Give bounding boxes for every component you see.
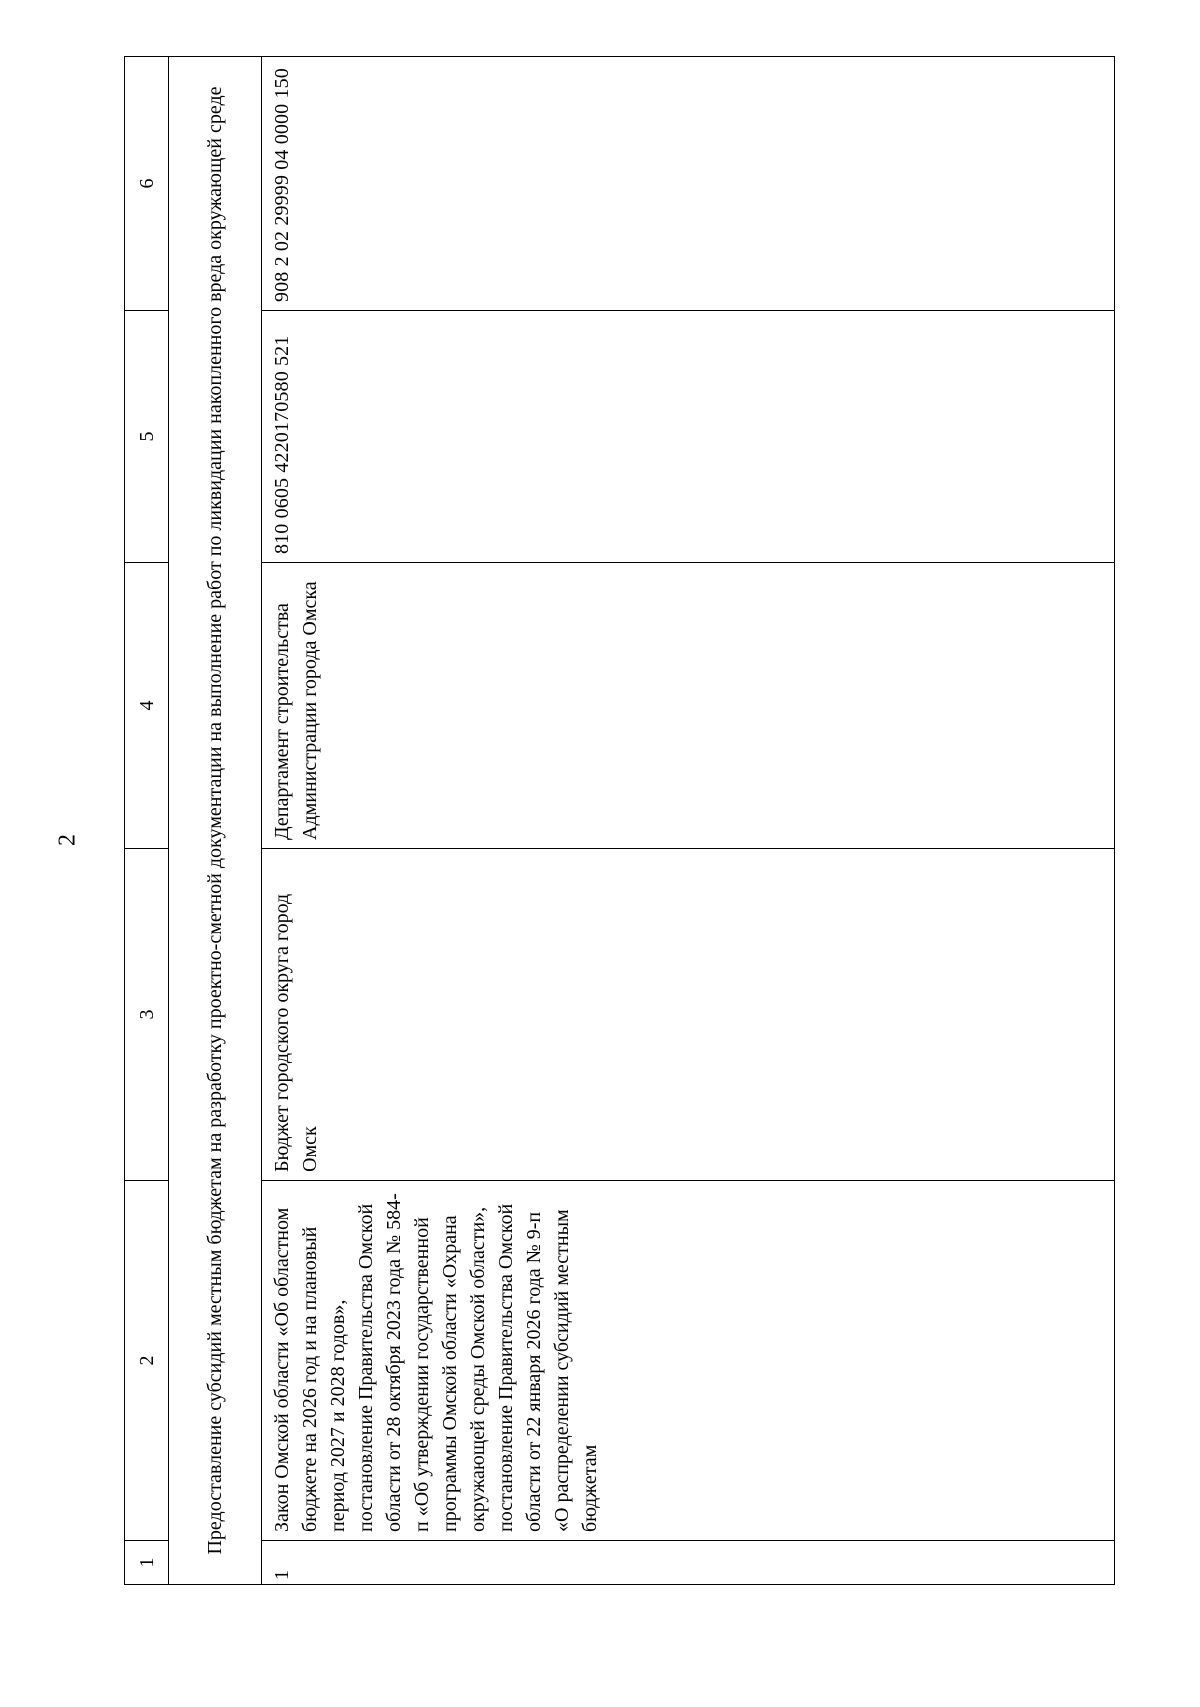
column-number-6: 6: [125, 57, 169, 311]
page-number: 2: [54, 834, 81, 846]
column-number-1: 1: [125, 1541, 169, 1585]
column-number-4: 4: [125, 563, 169, 849]
column-number-5: 5: [125, 311, 169, 563]
administrator-cell: Департамент строительства Администрации города Омска: [262, 563, 1115, 849]
column-number-3: 3: [125, 849, 169, 1181]
section-title: Предоставление субсидий местным бюджетам на разработку проектно-сметной документации на выполнение работ по ликвидации накопленного вреда окружающей среде: [169, 57, 262, 1585]
table-row: [262, 57, 1115, 1585]
column-number-row: [125, 57, 169, 1585]
section-title-row: [169, 57, 262, 1585]
column-number-2: 2: [125, 1181, 169, 1541]
expense-code-cell: 810 0605 4220170580 521: [262, 311, 1115, 563]
rotated-table-container: [124, 57, 1115, 1585]
document-table: [124, 56, 1115, 1585]
revenue-code-cell: 908 2 02 29999 04 0000 150: [262, 57, 1115, 311]
row-number: 1: [262, 1541, 1115, 1585]
budget-cell: Бюджет городского округа город Омск: [262, 849, 1115, 1181]
legal-basis-cell: Закон Омской области «Об областном бюджете на 2026 год и на плановый период 2027 и 2028 годов», постановление Правительства Омской области от 28 октября 2023 года № 584-п «Об утверждении государственной программы Омской области «Охрана окружающей среды Омской области», постановление Правительства Омской области от 22 января 2026 года № 9-п «О распределении субсидий местным бюджетам: [262, 1181, 1115, 1541]
